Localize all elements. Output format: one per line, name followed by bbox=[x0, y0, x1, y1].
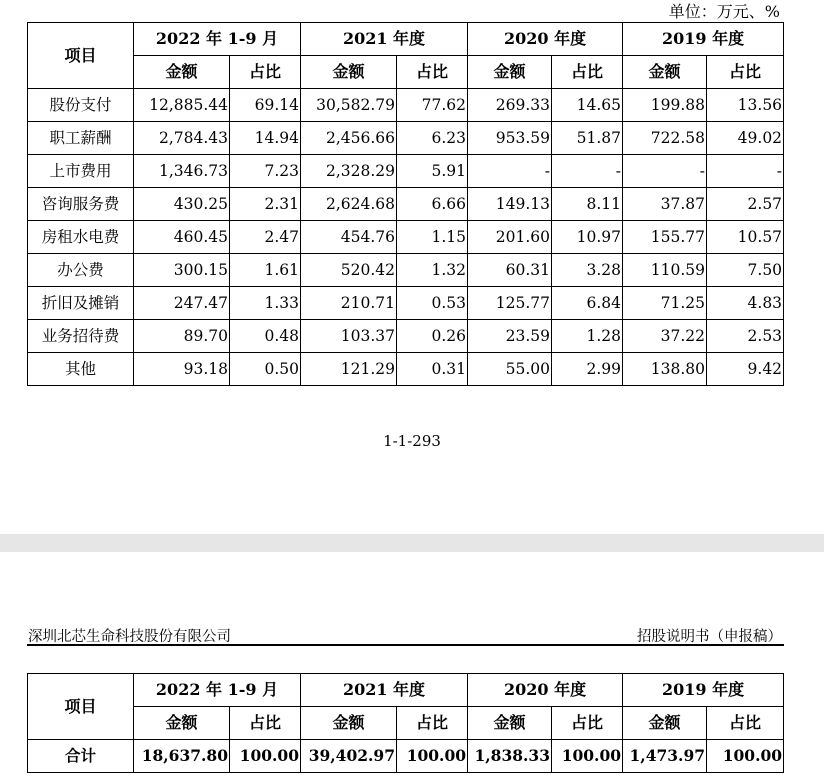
cell-ratio: - bbox=[552, 155, 623, 188]
row-label: 股份支付 bbox=[28, 89, 134, 122]
header-ratio: 占比 bbox=[707, 56, 784, 89]
header-period: 2020 年度 bbox=[468, 23, 623, 56]
cell-ratio: 2.47 bbox=[230, 221, 301, 254]
row-label: 其他 bbox=[28, 353, 134, 386]
cell-amount: 460.45 bbox=[134, 221, 230, 254]
header-ratio: 占比 bbox=[397, 56, 468, 89]
cell-ratio: 14.65 bbox=[552, 89, 623, 122]
cell-ratio: 0.26 bbox=[397, 320, 468, 353]
table-row bbox=[28, 320, 784, 353]
table-row bbox=[28, 221, 784, 254]
cell-ratio: 10.57 bbox=[707, 221, 784, 254]
header-ratio: 占比 bbox=[552, 56, 623, 89]
header-amount: 金额 bbox=[468, 707, 552, 740]
total-row bbox=[28, 740, 784, 773]
header-period: 2021 年度 bbox=[301, 674, 468, 707]
cell-amount: 121.29 bbox=[301, 353, 397, 386]
row-label: 咨询服务费 bbox=[28, 188, 134, 221]
cell-amount: 269.33 bbox=[468, 89, 552, 122]
cell-amount: 71.25 bbox=[623, 287, 707, 320]
cell-amount: 520.42 bbox=[301, 254, 397, 287]
unit-note: 单位：万元、% bbox=[668, 2, 780, 21]
expense-table-continued bbox=[27, 673, 784, 773]
cell-ratio: 7.23 bbox=[230, 155, 301, 188]
cell-amount: 2,328.29 bbox=[301, 155, 397, 188]
cell-ratio: 100.00 bbox=[552, 740, 623, 773]
cell-ratio: 2.31 bbox=[230, 188, 301, 221]
cell-ratio: 0.53 bbox=[397, 287, 468, 320]
cell-ratio: 5.91 bbox=[397, 155, 468, 188]
row-label: 业务招待费 bbox=[28, 320, 134, 353]
cell-amount: 199.88 bbox=[623, 89, 707, 122]
header-row-periods bbox=[28, 674, 784, 707]
cell-amount: 2,784.43 bbox=[134, 122, 230, 155]
cell-amount: - bbox=[623, 155, 707, 188]
cell-amount: 55.00 bbox=[468, 353, 552, 386]
cell-ratio: 0.50 bbox=[230, 353, 301, 386]
row-label: 上市费用 bbox=[28, 155, 134, 188]
cell-amount: 1,838.33 bbox=[468, 740, 552, 773]
cell-ratio: 1.15 bbox=[397, 221, 468, 254]
cell-amount: 39,402.97 bbox=[301, 740, 397, 773]
cell-ratio: 9.42 bbox=[707, 353, 784, 386]
table-row bbox=[28, 155, 784, 188]
cell-ratio: 10.97 bbox=[552, 221, 623, 254]
cell-ratio: 100.00 bbox=[230, 740, 301, 773]
cell-ratio: 0.48 bbox=[230, 320, 301, 353]
cell-amount: 1,346.73 bbox=[134, 155, 230, 188]
cell-ratio: 2.99 bbox=[552, 353, 623, 386]
header-ratio: 占比 bbox=[230, 56, 301, 89]
cell-ratio: 1.33 bbox=[230, 287, 301, 320]
header-period: 2020 年度 bbox=[468, 674, 623, 707]
header-row-periods bbox=[28, 23, 784, 56]
row-label: 办公费 bbox=[28, 254, 134, 287]
cell-ratio: 2.53 bbox=[707, 320, 784, 353]
cell-amount: 37.22 bbox=[623, 320, 707, 353]
header-item: 项目 bbox=[28, 674, 134, 740]
expense-table bbox=[27, 22, 784, 386]
cell-ratio: 0.31 bbox=[397, 353, 468, 386]
cell-ratio: 51.87 bbox=[552, 122, 623, 155]
cell-ratio: 4.83 bbox=[707, 287, 784, 320]
cell-ratio: 49.02 bbox=[707, 122, 784, 155]
cell-amount: 953.59 bbox=[468, 122, 552, 155]
cell-amount: 247.47 bbox=[134, 287, 230, 320]
cell-amount: 93.18 bbox=[134, 353, 230, 386]
row-label: 职工薪酬 bbox=[28, 122, 134, 155]
header-period: 2019 年度 bbox=[623, 674, 784, 707]
document-page-2 bbox=[0, 552, 824, 776]
header-ratio: 占比 bbox=[552, 707, 623, 740]
header-period: 2022 年 1-9 月 bbox=[134, 23, 301, 56]
cell-amount: 2,624.68 bbox=[301, 188, 397, 221]
header-period: 2022 年 1-9 月 bbox=[134, 674, 301, 707]
cell-amount: - bbox=[468, 155, 552, 188]
cell-amount: 300.15 bbox=[134, 254, 230, 287]
cell-ratio: 13.56 bbox=[707, 89, 784, 122]
cell-amount: 125.77 bbox=[468, 287, 552, 320]
document-title: 招股说明书（申报稿） bbox=[637, 629, 782, 645]
cell-ratio: 3.28 bbox=[552, 254, 623, 287]
header-row-metrics bbox=[28, 56, 784, 89]
table-row bbox=[28, 188, 784, 221]
row-label: 合计 bbox=[28, 740, 134, 773]
table-row bbox=[28, 353, 784, 386]
cell-amount: 155.77 bbox=[623, 221, 707, 254]
cell-ratio: 1.32 bbox=[397, 254, 468, 287]
cell-amount: 18,637.80 bbox=[134, 740, 230, 773]
cell-amount: 1,473.97 bbox=[623, 740, 707, 773]
page-number: 1-1-293 bbox=[383, 432, 441, 450]
header-item: 项目 bbox=[28, 23, 134, 89]
cell-amount: 23.59 bbox=[468, 320, 552, 353]
header-row-metrics bbox=[28, 707, 784, 740]
table-row bbox=[28, 254, 784, 287]
cell-amount: 149.13 bbox=[468, 188, 552, 221]
cell-amount: 430.25 bbox=[134, 188, 230, 221]
cell-amount: 37.87 bbox=[623, 188, 707, 221]
header-ratio: 占比 bbox=[397, 707, 468, 740]
header-ratio: 占比 bbox=[707, 707, 784, 740]
row-label: 房租水电费 bbox=[28, 221, 134, 254]
cell-amount: 138.80 bbox=[623, 353, 707, 386]
header-amount: 金额 bbox=[623, 707, 707, 740]
cell-amount: 454.76 bbox=[301, 221, 397, 254]
header-amount: 金额 bbox=[301, 707, 397, 740]
table-row bbox=[28, 122, 784, 155]
header-amount: 金额 bbox=[134, 707, 230, 740]
cell-amount: 110.59 bbox=[623, 254, 707, 287]
table-row bbox=[28, 287, 784, 320]
cell-ratio: 1.28 bbox=[552, 320, 623, 353]
cell-amount: 60.31 bbox=[468, 254, 552, 287]
header-amount: 金额 bbox=[468, 56, 552, 89]
cell-amount: 210.71 bbox=[301, 287, 397, 320]
cell-ratio: 8.11 bbox=[552, 188, 623, 221]
cell-ratio: 69.14 bbox=[230, 89, 301, 122]
header-amount: 金额 bbox=[134, 56, 230, 89]
cell-ratio: 1.61 bbox=[230, 254, 301, 287]
cell-amount: 722.58 bbox=[623, 122, 707, 155]
cell-amount: 12,885.44 bbox=[134, 89, 230, 122]
cell-ratio: 7.50 bbox=[707, 254, 784, 287]
table-row bbox=[28, 89, 784, 122]
header-ratio: 占比 bbox=[230, 707, 301, 740]
cell-ratio: 6.23 bbox=[397, 122, 468, 155]
cell-amount: 103.37 bbox=[301, 320, 397, 353]
page-separator bbox=[0, 534, 824, 552]
header-amount: 金额 bbox=[301, 56, 397, 89]
header-divider bbox=[27, 644, 784, 646]
header-period: 2019 年度 bbox=[623, 23, 784, 56]
cell-amount: 89.70 bbox=[134, 320, 230, 353]
header-amount: 金额 bbox=[623, 56, 707, 89]
cell-ratio: 2.57 bbox=[707, 188, 784, 221]
company-name: 深圳北芯生命科技股份有限公司 bbox=[28, 629, 231, 645]
cell-ratio: 100.00 bbox=[397, 740, 468, 773]
cell-amount: 2,456.66 bbox=[301, 122, 397, 155]
cell-ratio: 77.62 bbox=[397, 89, 468, 122]
cell-ratio: 14.94 bbox=[230, 122, 301, 155]
row-label: 折旧及摊销 bbox=[28, 287, 134, 320]
cell-ratio: - bbox=[707, 155, 784, 188]
cell-amount: 201.60 bbox=[468, 221, 552, 254]
cell-amount: 30,582.79 bbox=[301, 89, 397, 122]
cell-ratio: 6.84 bbox=[552, 287, 623, 320]
cell-ratio: 6.66 bbox=[397, 188, 468, 221]
header-period: 2021 年度 bbox=[301, 23, 468, 56]
cell-ratio: 100.00 bbox=[707, 740, 784, 773]
